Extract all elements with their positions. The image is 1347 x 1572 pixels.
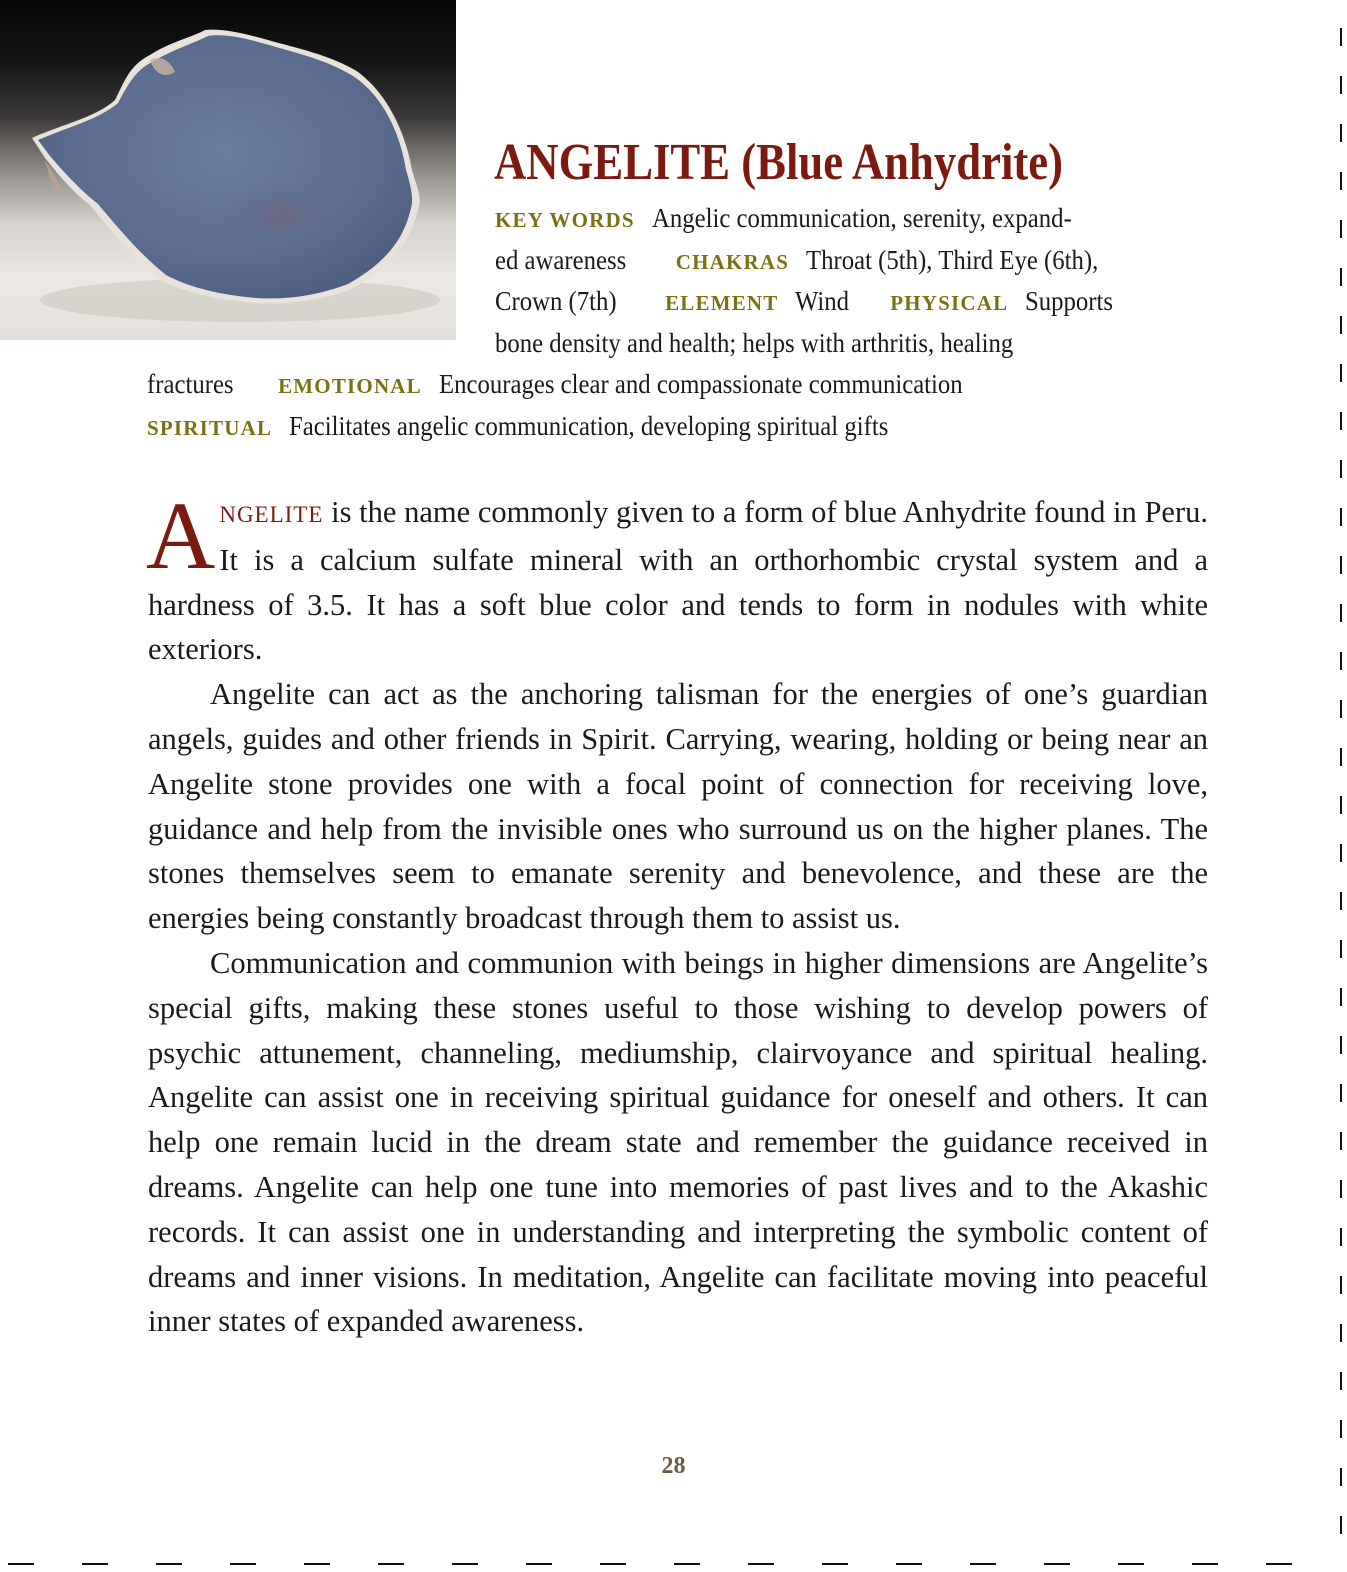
- page-title: ANGELITE (Blue Anhydrite): [494, 133, 1064, 191]
- article-body: [146, 482, 1208, 1344]
- element-text: Wind: [795, 285, 850, 316]
- physical-text-end: fractures: [147, 368, 234, 399]
- label-key-words: KEY WORDS: [495, 208, 635, 232]
- paragraph-3: Communication and communion with beings in higher dimensions are Angelite’s special gifts, making these stones useful to those wishing to develop powers of psychic attunement, channeling, mediumship, clairvoyance and spiritual healing. Angelite can assist one in receiving spiritual guidance for oneself and others. It can help one remain lucid in the dream state and remember the guidance received in dreams. Angelite can help one tune into memories of past lives and to the Akashic records. It can assist one in understanding and interpreting the symbolic content of dreams and inner visions. In meditation, Angelite can facilitate moving into peaceful inner states of expanded awareness.: [148, 945, 1208, 1339]
- paragraph-2: Angelite can act as the anchoring talisman for the energies of one’s guardian angels, guides and other friends in Spirit. Carrying, wearing, holding or being near an Angelite stone provides one with a focal point of connection for receiving love, guidance and help from the invisible ones who surround us on the higher planes. The stones themselves seem to emanate serenity and benevolence, and these are the energies being constantly broadcast through them to assist us.: [148, 677, 1208, 936]
- label-chakras: CHAKRAS: [675, 249, 790, 274]
- physical-text: Supports: [1025, 285, 1114, 316]
- keywords-text-continued: ed awareness: [495, 243, 627, 275]
- attr-line-element-physical: [495, 280, 1207, 322]
- attr-line-spiritual: [147, 405, 889, 447]
- lead-in-smallcaps: NGELITE: [219, 502, 324, 527]
- paragraph-1-text: is the name commonly given to a form of blue Anhydrite found in Peru. It is a calcium sulfate mineral with an orthorhombic crystal system and a hardness of 3.5. It has a soft blue color and tends to form in nodules with white exteriors.: [148, 495, 1208, 667]
- chakras-text: Throat (5th), Third Eye (6th),: [806, 243, 1099, 275]
- drop-cap: A: [146, 482, 216, 589]
- attr-line-keywords: [495, 197, 1207, 239]
- stone-photo: [0, 0, 456, 340]
- keywords-text: Angelic communication, serenity, expand-: [651, 202, 1072, 233]
- label-emotional: EMOTIONAL: [278, 374, 422, 398]
- attributes-block: [147, 197, 1207, 446]
- bottom-crop-marks: [0, 1563, 1347, 1566]
- attr-line-physical-continued: [495, 322, 1207, 364]
- right-crop-marks: [1340, 0, 1343, 1572]
- attr-line-chakras: [495, 239, 1207, 281]
- paragraph-1: [146, 482, 1208, 672]
- attr-line-emotional: [147, 363, 963, 405]
- angelite-stone-icon: [0, 0, 456, 340]
- physical-text-continued: bone density and health; helps with arthritis, healing: [495, 326, 1014, 358]
- label-physical: PHYSICAL: [890, 291, 1009, 315]
- chakras-text-continued: Crown (7th): [495, 285, 617, 316]
- page-number: 28: [661, 1453, 686, 1479]
- label-element: ELEMENT: [665, 291, 779, 315]
- spiritual-text: Facilitates angelic communication, developing spiritual gifts: [289, 409, 889, 441]
- label-spiritual: SPIRITUAL: [147, 415, 273, 440]
- emotional-text: Encourages clear and compassionate communication: [438, 368, 963, 399]
